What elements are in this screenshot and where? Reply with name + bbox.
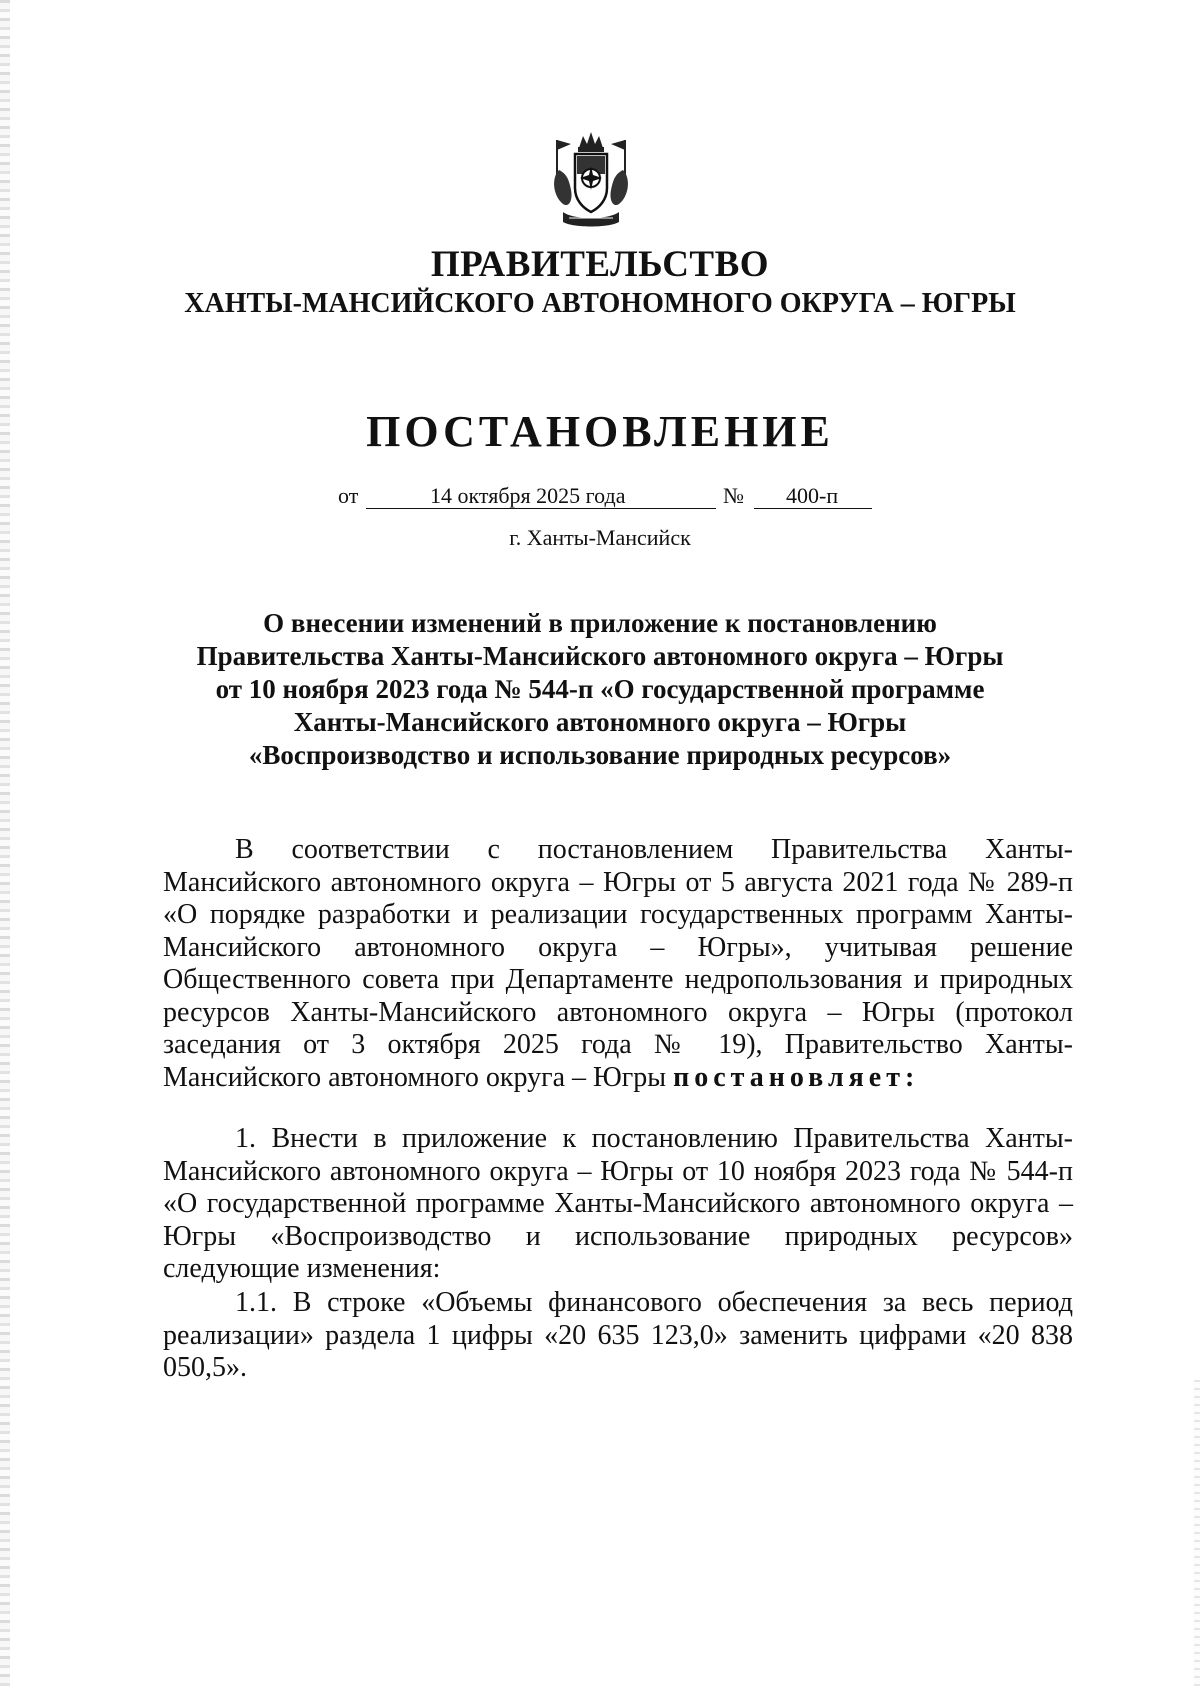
document-title xyxy=(120,607,1080,772)
document-reference xyxy=(338,482,878,512)
resolves-emphasis: постановляет: xyxy=(673,1061,920,1093)
government-title: ПРАВИТЕЛЬСТВО xyxy=(430,244,770,285)
scan-edge xyxy=(1194,1380,1200,1686)
city: г. Ханты-Мансийск xyxy=(509,525,691,550)
from-label: от xyxy=(338,483,359,508)
government-subtitle: ХАНТЫ-МАНСИЙСКОГО АВТОНОМНОГО ОКРУГА – ЮГРЫ xyxy=(184,288,1016,319)
document-number: 400-п xyxy=(786,483,839,508)
title-line: О внесении изменений в приложение к постановлению xyxy=(263,608,937,638)
title-line: от 10 ноября 2023 года № 544-п «О государственной программе xyxy=(215,674,985,704)
preamble-paragraph xyxy=(163,834,1073,1094)
clause-1-1: 1.1. В строке «Объемы финансового обеспечения за весь период реализации» раздела 1 цифры «20 635 123,0» заменить цифрами «20 838 050,5». xyxy=(163,1287,1073,1383)
document-date: 14 октября 2025 года xyxy=(430,483,626,508)
clause-1: 1. Внести в приложение к постановлению Правительства Ханты-Мансийского автономного округа – Югры от 10 ноября 2023 года № 544-п «О государственной программе Ханты-Мансийского автономного округа – Югры «Воспроизводство и использование природных ресурсов» следующие изменения: xyxy=(163,1123,1073,1284)
coat-of-arms-icon xyxy=(549,130,633,230)
title-line: Ханты-Мансийского автономного округа – Югры xyxy=(293,707,907,737)
title-line: «Воспроизводство и использование природных ресурсов» xyxy=(248,740,952,770)
document-type: ПОСТАНОВЛЕНИЕ xyxy=(366,407,834,456)
title-line: Правительства Ханты-Мансийского автономного округа – Югры xyxy=(196,641,1004,671)
preamble-text: В соответствии с постановлением Правительства Ханты-Мансийского автономного округа – Югры от 5 августа 2021 года № 289-п «О порядке разработки и реализации государственных программ Ханты-Мансийского автономного округа – Югры», учитывая решение Общественного совета при Департаменте недропользования и природных ресурсов Ханты-Мансийского автономного округа – Югры (протокол заседания от 3 октября 2025 года № 19), Правительство Ханты-Мансийского автономного округа – Югры xyxy=(163,834,1073,1093)
number-label: № xyxy=(723,483,744,508)
